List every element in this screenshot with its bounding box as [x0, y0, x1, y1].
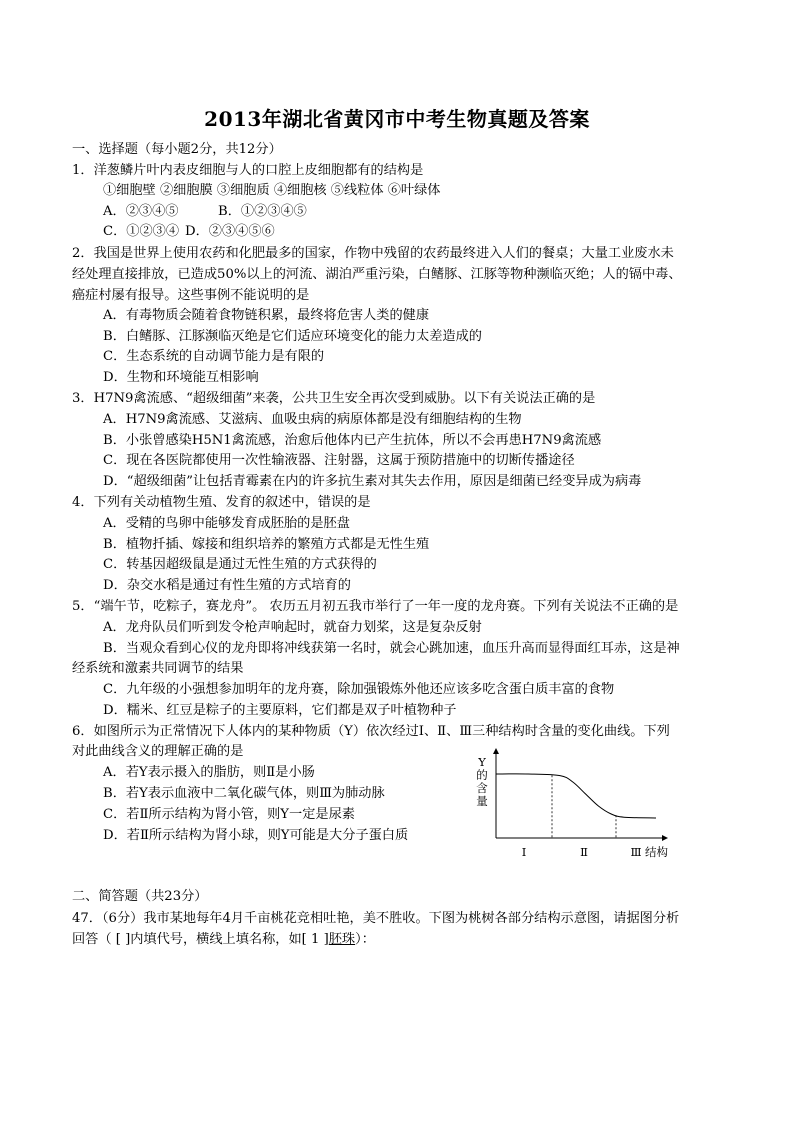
q3-option-a: A．H7N9禽流感、艾滋病、血吸虫病的病原体都是没有细胞结构的生物	[103, 412, 522, 427]
chart-curve	[496, 774, 656, 818]
q5-option-a: A．龙舟队员们听到发令枪声响起时，就奋力划桨，这是复杂反射	[103, 620, 482, 635]
q2-stem-line2: 经处理直接排放，已造成50%以上的河流、湖泊严重污染，白鳍豚、江豚等物种濒临灭绝；人的镉中毒、	[72, 267, 682, 282]
q5-option-b-line1: B．当观众看到心仪的龙舟即将冲线获第一名时，就会心跳加速，血压升高而显得面红耳赤，这是神	[103, 641, 680, 656]
x-category-label-1: Ⅰ	[521, 845, 527, 859]
content-curve	[496, 774, 656, 818]
section-heading-short-answer: 二、简答题（共23分）	[72, 889, 208, 904]
q2-option-a: A．有毒物质会随着食物链积累，最终将危害人类的健康	[103, 308, 430, 323]
q4-option-a: A．受精的鸟卵中能够发育成胚胎的是胚盘	[103, 516, 350, 531]
q2-option-d: D．生物和环境能互相影响	[103, 370, 259, 385]
x-category-label-3: Ⅲ	[630, 845, 642, 859]
x-axis-arrow	[662, 835, 668, 841]
chart-guides	[552, 775, 616, 838]
q6-stem-line1: 6．如图所示为正常情况下人体内的某种物质（Y）依次经过Ⅰ、Ⅱ、Ⅲ三种结构时含量的变化曲线。下列	[72, 724, 670, 739]
page-title: 2013年湖北省黄冈市中考生物真题及答案	[204, 107, 590, 131]
chart-labels	[476, 755, 668, 859]
q1-option-c: C．①②③④	[103, 224, 180, 239]
q2-option-b: B．白鳍豚、江豚濒临灭绝是它们适应环境变化的能力太差造成的	[103, 329, 482, 344]
q47-line1: 47．（6分）我市某地每年4月千亩桃花竞相吐艳，美不胜收。下图为桃树各部分结构示意图，请据图分析	[72, 911, 680, 926]
q5-option-d: D．糯米、红豆是粽子的主要原料，它们都是双子叶植物种子	[103, 703, 457, 718]
q1-option-a: A．②③④⑤	[103, 204, 179, 219]
q4-option-b: B．植物扦插、嫁接和组织培养的繁殖方式都是无性生殖	[103, 537, 430, 552]
q3-option-d: D．“超级细菌”让包括青霉素在内的许多抗生素对其失去作用，原因是细菌已经变异成为病毒	[103, 474, 642, 489]
q2-stem-line1: 2．我国是世界上使用农药和化肥最多的国家，作物中残留的农药最终进入人们的餐桌；大量工业废水未	[72, 246, 674, 261]
x-axis-title: 结构	[645, 845, 668, 859]
q1-stem: 1．洋葱鳞片叶内表皮细胞与人的口腔上皮细胞都有的结构是	[72, 163, 424, 178]
q4-option-d: D．杂交水稻是通过有性生殖的方式培育的	[103, 578, 351, 593]
q2-option-c: C．生态系统的自动调节能力是有限的	[103, 349, 325, 364]
q6-option-a: A．若Y表示摄入的脂肪，则Ⅱ是小肠	[103, 765, 315, 780]
q3-stem: 3．H7N9禽流感、“超级细菌”来袭，公共卫生安全再次受到威胁。以下有关说法正确的是	[72, 391, 596, 406]
q3-option-b: B．小张曾感染H5N1禽流感，治愈后他体内已产生抗体，所以不会再患H7N9禽流感	[103, 433, 602, 448]
y-axis-title: Y 的含量	[476, 755, 488, 808]
q6-option-c: C．若Ⅱ所示结构为肾小管，则Y一定是尿素	[103, 807, 355, 822]
q2-stem-line3: 癌症村屡有报导。这些事例不能说明的是	[72, 288, 310, 303]
q5-option-c: C．九年级的小强想参加明年的龙舟赛，除加强锻炼外他还应该多吃含蛋白质丰富的食物	[103, 682, 615, 697]
q1-items: ①细胞壁 ②细胞膜 ③细胞质 ④细胞核 ⑤线粒体 ⑥叶绿体	[103, 183, 441, 198]
chart-axes	[493, 748, 668, 841]
q47-line2	[72, 930, 375, 950]
y-axis-arrow	[493, 748, 499, 754]
q4-stem: 4．下列有关动植物生殖、发育的叙述中，错误的是	[72, 495, 371, 510]
q3-option-c: C．现在各医院都使用一次性输液器、注射器，这属于预防措施中的切断传播途径	[103, 453, 575, 468]
q1-option-d: D．②③④⑤⑥	[185, 224, 275, 239]
q1-option-b: B．①②③④⑤	[218, 204, 307, 219]
q47-line2-pre: 回答（ [ ]内填代号，横线上填名称，如[ 1 ]	[72, 932, 329, 947]
q6-option-b: B．若Y表示血液中二氧化碳气体，则Ⅲ为肺动脉	[103, 786, 385, 801]
q5-option-b-line2: 经系统和激素共同调节的结果	[72, 661, 244, 676]
q4-option-c: C．转基因超级鼠是通过无性生殖的方式获得的	[103, 557, 377, 572]
q47-line2-example: 胚珠	[328, 932, 356, 947]
q5-stem: 5．“端午节，吃粽子，赛龙舟”。 农历五月初五我市举行了一年一度的龙舟赛。下列有关说法不正确的是	[72, 599, 679, 614]
q6-stem-line2: 对此曲线含义的理解正确的是	[72, 744, 244, 759]
q6-option-d: D．若Ⅱ所示结构为肾小球，则Y可能是大分子蛋白质	[103, 828, 409, 843]
x-category-label-2: Ⅱ	[580, 845, 588, 859]
section-heading-choice: 一、选择题（每小题2分，共12分）	[72, 142, 282, 157]
q6-content-curve-chart	[470, 748, 670, 863]
q47-line2-post: ）：	[355, 932, 375, 947]
